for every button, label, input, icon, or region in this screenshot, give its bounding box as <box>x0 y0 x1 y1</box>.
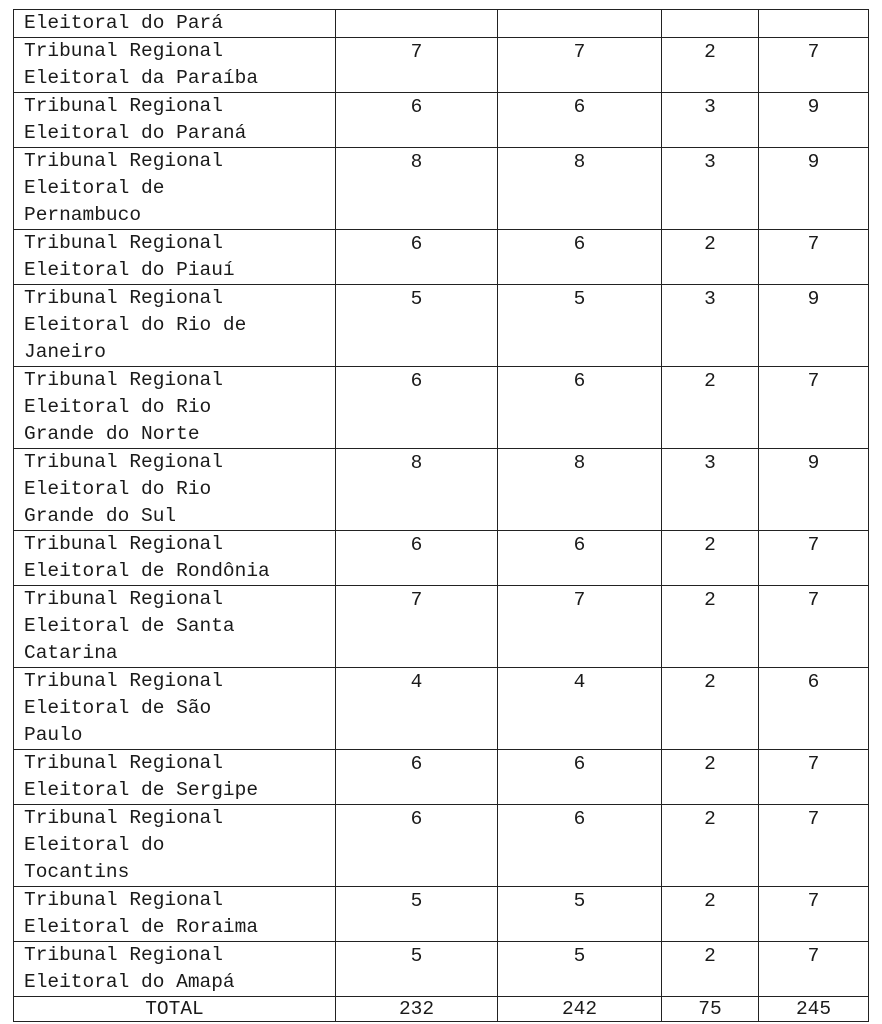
value-2-cell: 6 <box>498 367 662 449</box>
value-2-cell: 7 <box>498 586 662 668</box>
court-name-cell: Tribunal Regional Eleitoral do Rio de Janeiro <box>14 285 336 367</box>
value-2-cell: 6 <box>498 93 662 148</box>
court-name-cell: Tribunal Regional Eleitoral do Tocantins <box>14 805 336 887</box>
court-name-cell: Tribunal Regional Eleitoral do Paraná <box>14 93 336 148</box>
value-4-cell: 7 <box>759 887 869 942</box>
value-4-cell: 7 <box>759 38 869 93</box>
value-1-cell: 6 <box>336 230 498 285</box>
court-name-cell: Tribunal Regional Eleitoral de Rondônia <box>14 531 336 586</box>
total-value-3: 75 <box>662 997 759 1022</box>
value-2-cell: 8 <box>498 449 662 531</box>
value-3-cell: 3 <box>662 93 759 148</box>
value-2-cell: 6 <box>498 750 662 805</box>
value-2-cell: 4 <box>498 668 662 750</box>
table-row <box>14 586 869 668</box>
table-row <box>14 668 869 750</box>
value-1-cell: 5 <box>336 942 498 997</box>
table-row <box>14 38 869 93</box>
value-3-cell: 2 <box>662 367 759 449</box>
table-row <box>14 148 869 230</box>
value-1-cell: 7 <box>336 586 498 668</box>
value-1-cell: 6 <box>336 805 498 887</box>
value-2-cell: 7 <box>498 38 662 93</box>
table-row <box>14 93 869 148</box>
value-1-cell: 8 <box>336 148 498 230</box>
value-4-cell: 7 <box>759 805 869 887</box>
table-row <box>14 531 869 586</box>
court-name-cell: Tribunal Regional Eleitoral da Paraíba <box>14 38 336 93</box>
value-4-cell: 6 <box>759 668 869 750</box>
value-1-cell: 8 <box>336 449 498 531</box>
court-name-cell: Tribunal Regional Eleitoral de Roraima <box>14 887 336 942</box>
value-4-cell: 9 <box>759 285 869 367</box>
value-3-cell: 2 <box>662 805 759 887</box>
value-2-cell: 6 <box>498 230 662 285</box>
value-4-cell: 7 <box>759 230 869 285</box>
value-1-cell: 6 <box>336 93 498 148</box>
value-2-cell <box>498 10 662 38</box>
total-value-1: 232 <box>336 997 498 1022</box>
table-row <box>14 942 869 997</box>
value-3-cell: 2 <box>662 668 759 750</box>
value-4-cell: 7 <box>759 750 869 805</box>
table-body <box>14 10 869 1022</box>
court-name-cell: Tribunal Regional Eleitoral do Amapá <box>14 942 336 997</box>
value-3-cell: 2 <box>662 887 759 942</box>
total-value-4: 245 <box>759 997 869 1022</box>
value-1-cell: 5 <box>336 887 498 942</box>
court-name-cell: Tribunal Regional Eleitoral de Pernambuco <box>14 148 336 230</box>
value-3-cell: 3 <box>662 285 759 367</box>
value-1-cell <box>336 10 498 38</box>
value-2-cell: 8 <box>498 148 662 230</box>
value-3-cell: 2 <box>662 230 759 285</box>
value-2-cell: 5 <box>498 942 662 997</box>
value-3-cell <box>662 10 759 38</box>
table-row <box>14 449 869 531</box>
value-1-cell: 4 <box>336 668 498 750</box>
total-label: TOTAL <box>14 997 336 1022</box>
table-row <box>14 887 869 942</box>
court-name-cell: Tribunal Regional Eleitoral do Piauí <box>14 230 336 285</box>
table-row <box>14 750 869 805</box>
table-row <box>14 230 869 285</box>
value-4-cell <box>759 10 869 38</box>
value-4-cell: 9 <box>759 93 869 148</box>
total-row <box>14 997 869 1022</box>
court-name-cell: Tribunal Regional Eleitoral de Sergipe <box>14 750 336 805</box>
value-2-cell: 6 <box>498 531 662 586</box>
table-row <box>14 10 869 38</box>
court-name-cell: Eleitoral do Pará <box>14 10 336 38</box>
court-name-cell: Tribunal Regional Eleitoral do Rio Grande do Norte <box>14 367 336 449</box>
court-name-cell: Tribunal Regional Eleitoral de Santa Catarina <box>14 586 336 668</box>
value-3-cell: 2 <box>662 531 759 586</box>
value-3-cell: 2 <box>662 942 759 997</box>
tribunals-table <box>13 9 869 1022</box>
value-3-cell: 2 <box>662 38 759 93</box>
value-3-cell: 3 <box>662 148 759 230</box>
value-2-cell: 6 <box>498 805 662 887</box>
value-1-cell: 6 <box>336 531 498 586</box>
value-2-cell: 5 <box>498 887 662 942</box>
value-4-cell: 9 <box>759 148 869 230</box>
value-4-cell: 7 <box>759 367 869 449</box>
value-3-cell: 2 <box>662 586 759 668</box>
value-3-cell: 2 <box>662 750 759 805</box>
value-4-cell: 7 <box>759 942 869 997</box>
total-value-2: 242 <box>498 997 662 1022</box>
value-1-cell: 6 <box>336 367 498 449</box>
value-4-cell: 7 <box>759 531 869 586</box>
table-row <box>14 367 869 449</box>
value-4-cell: 9 <box>759 449 869 531</box>
court-name-cell: Tribunal Regional Eleitoral de São Paulo <box>14 668 336 750</box>
court-name-cell: Tribunal Regional Eleitoral do Rio Grande do Sul <box>14 449 336 531</box>
value-1-cell: 6 <box>336 750 498 805</box>
value-2-cell: 5 <box>498 285 662 367</box>
value-1-cell: 7 <box>336 38 498 93</box>
table-row <box>14 805 869 887</box>
value-1-cell: 5 <box>336 285 498 367</box>
value-3-cell: 3 <box>662 449 759 531</box>
table-row <box>14 285 869 367</box>
value-4-cell: 7 <box>759 586 869 668</box>
